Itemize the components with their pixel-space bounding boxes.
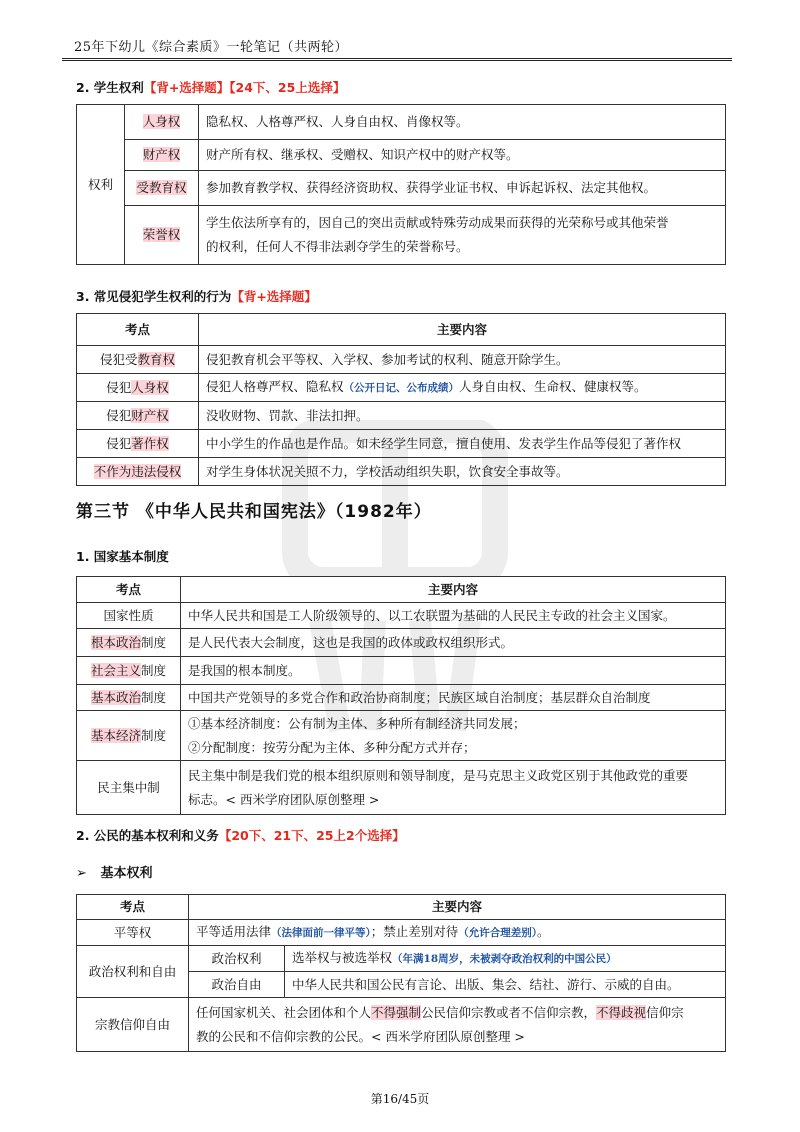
table-row <box>77 603 726 629</box>
row-text: 任何国家机关、社会团体和个人 <box>196 1004 372 1020</box>
student-rights-table <box>76 104 726 265</box>
key-highlight: 教育权 <box>137 351 176 367</box>
right-text: 财产所有权、继承权、受赠权、知识产权中的财产权等。 <box>199 140 726 171</box>
key-highlight: 不得歧视 <box>596 1004 647 1020</box>
table-row <box>77 430 726 458</box>
row-text: 选举权与被选举权 <box>292 950 393 965</box>
table-row <box>77 346 726 374</box>
key-text: 制度 <box>141 634 167 650</box>
key-text: 制度 <box>141 727 167 743</box>
key-text: 国家性质 <box>103 607 154 623</box>
row-text: 公民信仰宗教或者不信仰宗教， <box>421 1004 597 1020</box>
heading-text: 2. 学生权利 <box>76 80 144 95</box>
note-text: （公开日记、公布成绩） <box>343 382 460 394</box>
sub-key: 政治自由 <box>189 972 285 998</box>
note-text: （法律面前一律平等） <box>271 927 371 939</box>
table-row <box>77 685 726 711</box>
row-text-line: ①基本经济制度：公有制为主体、多种所有制经济共同发展； <box>188 715 526 731</box>
exam-tag: 【20下、21下、25上2个选择】 <box>218 828 405 843</box>
arrow-bullet-icon: ➢ <box>76 866 87 881</box>
key-text: 民主集中制 <box>97 779 160 795</box>
table-row <box>77 998 726 1052</box>
basic-rights-table <box>76 894 726 1052</box>
key-text: 宗教信仰自由 <box>77 998 189 1052</box>
key-text: 制度 <box>141 662 167 678</box>
key-highlight: 不得强制 <box>371 1004 422 1020</box>
exam-tag: 【背+选择题】 <box>231 289 317 304</box>
row-text-line: 民主集中制是我们党的根本组织原则和领导制度，是马克思主义政党区别于其他政党的重要 <box>188 767 689 783</box>
col-header: 考点 <box>77 577 181 603</box>
key-prefix: 侵犯 <box>106 379 132 395</box>
row-text-line: 教的公民和不信仰宗教的公民。< 西米学府团队原创整理 > <box>196 1028 525 1044</box>
table-row <box>77 171 726 206</box>
key-highlight: 财产权 <box>131 407 169 423</box>
note-text: （年满18周岁，未被剥夺政治权利的中国公民） <box>392 953 617 965</box>
table-row <box>77 458 726 486</box>
section-heading-infringement <box>76 287 317 305</box>
page-header <box>62 34 732 61</box>
rights-label: 权利 <box>77 105 125 265</box>
col-header: 主要内容 <box>181 577 726 603</box>
table-row <box>77 657 726 685</box>
key-prefix: 侵犯受 <box>99 351 138 367</box>
section-title: 第三节 《中华人民共和国宪法》（1982年） <box>76 502 432 522</box>
table-row <box>77 711 726 761</box>
row-text: 中国共产党领导的多党合作和政治协商制度；民族区域自治制度；基层群众自治制度 <box>181 685 726 711</box>
key-highlight: 社会主义 <box>90 662 141 678</box>
row-text: 没收财物、罚款、非法扣押。 <box>199 402 726 430</box>
right-key: 受教育权 <box>136 180 187 195</box>
col-header: 考点 <box>77 314 199 346</box>
right-text-line: 学生依法所享有的，因自己的突出贡献或特殊劳动成果而获得的光荣称号或其他荣誉 <box>206 215 669 230</box>
table-row <box>77 140 726 171</box>
table-row <box>77 629 726 657</box>
infringement-table <box>76 313 726 486</box>
key-highlight: 人身权 <box>131 379 169 395</box>
row-text: 是我国的根本制度。 <box>181 657 726 685</box>
row-text: 信仰宗 <box>646 1004 684 1020</box>
key-prefix: 侵犯 <box>106 407 132 423</box>
key-text: 制度 <box>141 689 167 705</box>
heading-text: 3. 常见侵犯学生权利的行为 <box>76 289 232 304</box>
key-highlight: 根本政治 <box>90 634 141 650</box>
row-text-line <box>196 1001 718 1025</box>
row-text: 对学生身体状况关照不力，学校活动组织失职，饮食安全事故等。 <box>199 458 726 486</box>
table-row <box>77 374 726 402</box>
key-text: 平等权 <box>77 920 189 946</box>
state-system-table <box>76 576 726 815</box>
section-heading-state-system <box>76 547 169 565</box>
section-heading-student-rights <box>76 78 345 96</box>
row-text: 侵犯人格尊严权、隐私权 <box>206 379 344 394</box>
col-header: 主要内容 <box>199 314 726 346</box>
table-row <box>77 105 726 140</box>
note-text: （允许合理差别） <box>458 927 538 939</box>
table-row <box>77 761 726 815</box>
key-highlight: 不作为违法侵权 <box>93 463 182 479</box>
table-row <box>77 206 726 265</box>
row-text: 中华人民共和国是工人阶级领导的、以工农联盟为基础的人民民主专政的社会主义国家。 <box>181 603 726 629</box>
bullet-basic-rights <box>76 862 153 881</box>
key-highlight: 基本经济 <box>90 727 141 743</box>
right-key: 财产权 <box>142 147 181 162</box>
row-text: 。 <box>537 924 550 939</box>
bullet-text: 基本权利 <box>100 866 153 881</box>
right-key: 人身权 <box>142 114 181 129</box>
right-text-line: 的权利，任何人不得非法剥夺学生的荣誉称号。 <box>206 239 469 254</box>
table-row <box>77 402 726 430</box>
heading-text: 2. 公民的基本权利和义务 <box>76 828 219 843</box>
key-highlight: 著作权 <box>131 435 169 451</box>
col-header: 考点 <box>77 895 189 920</box>
heading-text: 1. 国家基本制度 <box>76 549 169 564</box>
section-heading-citizen-rights <box>76 826 405 844</box>
row-text: 中小学生的作品也是作品。如未经学生同意，擅自使用、发表学生作品等侵犯了著作权 <box>199 430 726 458</box>
key-highlight: 基本政治 <box>90 689 141 705</box>
row-text: 中华人民共和国公民有言论、出版、集会、结社、游行、示威的自由。 <box>285 972 726 998</box>
row-text-line: 标志。< 西米学府团队原创整理 > <box>188 791 380 807</box>
right-text: 参加教育教学权、获得经济资助权、获得学业证书权、申诉起诉权、法定其他权。 <box>199 171 726 206</box>
header-title: 25年下幼儿《综合素质》一轮笔记（共两轮） <box>74 40 349 55</box>
col-header: 主要内容 <box>189 895 726 920</box>
page-number: 第16/45页 <box>370 1092 430 1106</box>
row-text: 侵犯教育机会平等权、入学权、参加考试的权利、随意开除学生。 <box>199 346 726 374</box>
key-prefix: 侵犯 <box>106 435 132 451</box>
table-row <box>77 920 726 946</box>
row-text: ；禁止差别对待 <box>370 924 459 939</box>
row-text-line: ②分配制度：按劳分配为主体、多种分配方式并存； <box>188 739 476 755</box>
key-text: 政治权利和自由 <box>77 946 189 998</box>
right-key: 荣誉权 <box>142 227 181 242</box>
row-text: 平等适用法律 <box>196 924 272 939</box>
row-text: 人身自由权、生命权、健康权等。 <box>459 379 647 394</box>
row-text: 是人民代表大会制度，这也是我国的政体或政权组织形式。 <box>181 629 726 657</box>
right-text <box>199 206 726 265</box>
exam-tag: 【背+选择题】【24下、25上选择】 <box>143 80 346 95</box>
sub-key: 政治权利 <box>189 946 285 972</box>
table-row <box>77 946 726 972</box>
right-text: 隐私权、人格尊严权、人身自由权、肖像权等。 <box>199 105 726 140</box>
